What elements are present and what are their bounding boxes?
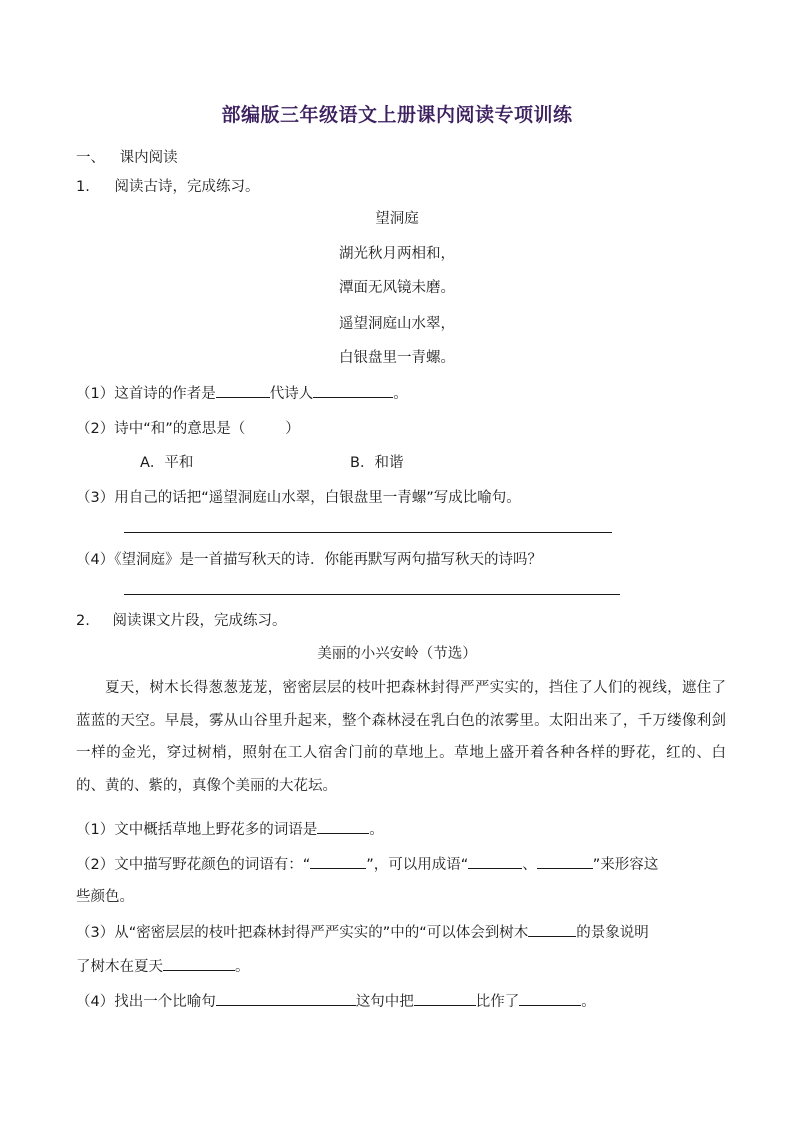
- q2-subquestion-4: （4）找出一个比喻句 这句中把 比作了 。: [76, 990, 596, 1011]
- q1-subquestion-1: （1）这首诗的作者是 代诗人 。: [76, 382, 408, 403]
- q2-subquestion-3: （3）从“密密层层的枝叶把森林封得严严实实的”中的“可以体会到树木 的景象说明: [76, 921, 649, 942]
- option-b[interactable]: B．和谐: [350, 455, 404, 471]
- question-1-number: 1.: [76, 179, 90, 195]
- answer-blank[interactable]: [414, 990, 476, 1006]
- section-label: 课内阅读: [119, 150, 178, 166]
- answer-blank[interactable]: [216, 990, 356, 1006]
- answer-blank[interactable]: [519, 990, 581, 1006]
- poem-title: 望洞庭: [375, 211, 419, 227]
- passage-title: 美丽的小兴安岭（节选）: [317, 646, 477, 662]
- subquestion-number: （2）: [76, 857, 115, 873]
- answer-blank[interactable]: [468, 853, 522, 869]
- subquestion-number: （4）: [76, 552, 115, 568]
- answer-blank[interactable]: [310, 853, 366, 869]
- q1-subquestion-2: （2）诗中“和”的意思是（ ）: [76, 421, 300, 437]
- q2-subquestion-3-cont: 了树木在夏天 。: [76, 955, 250, 976]
- answer-blank-poet[interactable]: [313, 382, 393, 398]
- subquestion-number: （2）: [76, 421, 115, 437]
- poem-line: 白银盘里一青螺。: [339, 350, 455, 366]
- q2-subquestion-2: （2）文中描写野花颜色的词语有：“ ”，可以用成语“ 、 ”来形容这: [76, 853, 658, 874]
- question-2-number: 2.: [76, 613, 90, 629]
- q1-subquestion-3: （3）用自己的话把“遥望洞庭山水翠，白银盘里一青螺”写成比喻句。: [76, 490, 521, 506]
- section-number: 一、: [76, 150, 105, 166]
- poem-line: 潭面无风镜未磨。: [339, 280, 455, 296]
- section-heading: [76, 146, 178, 167]
- question-1-instruction: 阅读古诗，完成练习。: [114, 179, 260, 195]
- answer-line[interactable]: [124, 532, 612, 533]
- question-2-heading: [76, 609, 286, 630]
- q2-subquestion-1: （1）文中概括草地上野花多的词语是 。: [76, 818, 384, 839]
- subquestion-number: （3）: [76, 925, 115, 941]
- answer-blank[interactable]: [317, 818, 369, 834]
- subquestion-number: （4）: [76, 994, 115, 1010]
- q2-subquestion-2-cont: 些颜色。: [76, 889, 134, 905]
- page-title: 部编版三年级语文上册课内阅读专项训练: [221, 104, 573, 126]
- q1-subquestion-4: （4）《望洞庭》是一首描写秋天的诗．你能再默写两句描写秋天的诗吗？: [76, 552, 542, 568]
- question-1-heading: [76, 175, 259, 196]
- answer-blank-author[interactable]: [216, 382, 270, 398]
- question-2-instruction: 阅读课文片段，完成练习。: [112, 613, 287, 629]
- answer-blank[interactable]: [528, 921, 576, 937]
- poem-line: 遥望洞庭山水翠，: [339, 316, 455, 332]
- subquestion-number: （1）: [76, 822, 115, 838]
- passage-text: 夏天，树木长得葱葱茏茏，密密层层的枝叶把森林封得严严实实的，挡住了人们的视线，遮住了蓝蓝的天空。早晨，雾从山谷里升起来，整个森林浸在乳白色的浓雾里。太阳出来了，千万缕像利剑一样的金光，穿过树梢，照射在工人宿舍门前的草地上。草地上盛开着各种各样的野花，红的、白的、黄的、紫的，真像个美丽的大花坛。: [76, 680, 726, 794]
- poem-line: 湖光秋月两相和，: [339, 246, 455, 262]
- subquestion-number: （1）: [76, 386, 115, 402]
- answer-blank[interactable]: [163, 955, 235, 971]
- answer-line[interactable]: [124, 594, 620, 595]
- answer-blank[interactable]: [537, 853, 593, 869]
- subquestion-number: （3）: [76, 490, 115, 506]
- option-a[interactable]: A．平和: [140, 455, 194, 471]
